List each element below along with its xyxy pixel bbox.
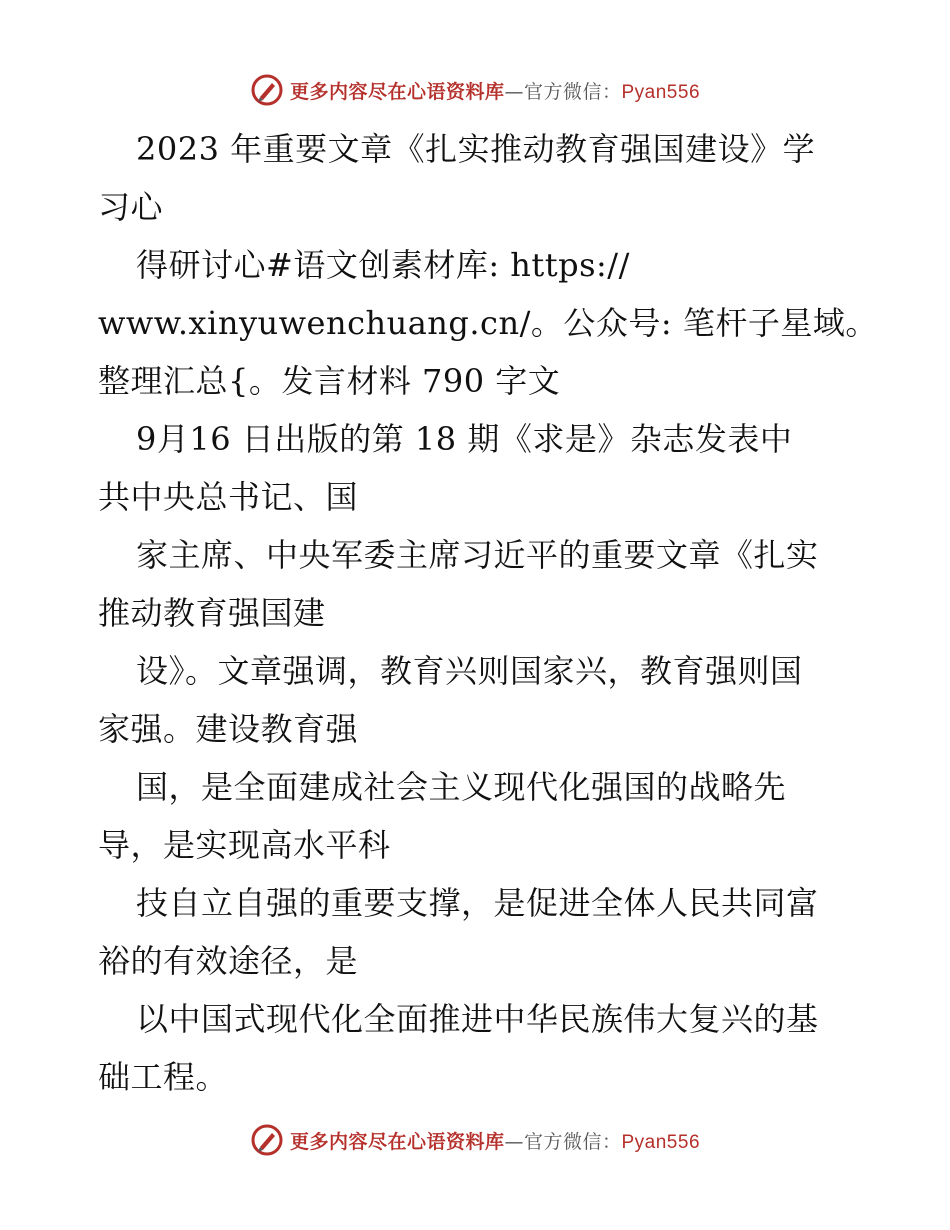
text-line: 推动教育强国建 — [98, 594, 326, 632]
text-line: 整理汇总{。发言材料 790 字文 — [98, 362, 561, 400]
banner-text — [290, 77, 700, 104]
text-line: 9月16 日出版的第 18 期《求是》杂志发表中 — [136, 420, 793, 458]
pen-logo-icon — [250, 1123, 284, 1157]
text-line: 2023 年重要文章《扎实推动教育强国建设》学 — [136, 130, 816, 168]
text-line: 家强。建设教育强 — [98, 710, 359, 748]
banner-main-text: 更多内容尽在心语资料库 — [289, 1130, 505, 1153]
banner-main-text: 更多内容尽在心语资料库 — [289, 80, 505, 103]
banner-contact-id: Pyan556 — [621, 1131, 701, 1153]
banner-separator: — — [504, 80, 524, 103]
text-line: 国，是全面建成社会主义现代化强国的战略先 — [136, 768, 787, 806]
text-line: 以中国式现代化全面推进中华民族伟大复兴的基 — [136, 1000, 819, 1038]
text-line: 得研讨心#语文创素材库: https:// — [136, 246, 630, 284]
text-line: www.xinyuwenchuang.cn/。公众号: 笔杆子星域。 — [98, 304, 878, 342]
pen-logo-icon — [250, 73, 284, 107]
header-banner — [0, 70, 950, 110]
banner-contact-label: 官方微信： — [523, 1130, 622, 1153]
document-body — [98, 120, 878, 1106]
text-line: 导，是实现高水平科 — [98, 826, 391, 864]
text-line: 设》。文章强调，教育兴则国家兴，教育强则国 — [136, 652, 803, 690]
banner-text — [290, 1127, 700, 1154]
text-line: 础工程。 — [98, 1058, 229, 1096]
footer-banner — [0, 1120, 950, 1160]
text-line: 家主席、中央军委主席习近平的重要文章《扎实 — [136, 536, 819, 574]
text-line: 共中央总书记、国 — [98, 478, 359, 516]
text-line: 裕的有效途径，是 — [98, 942, 359, 980]
text-line: 习心 — [98, 188, 164, 226]
text-line: 技自立自强的重要支撑，是促进全体人民共同富 — [136, 884, 819, 922]
banner-contact-id: Pyan556 — [621, 81, 701, 103]
banner-separator: — — [504, 1130, 524, 1153]
banner-contact-label: 官方微信： — [523, 80, 622, 103]
